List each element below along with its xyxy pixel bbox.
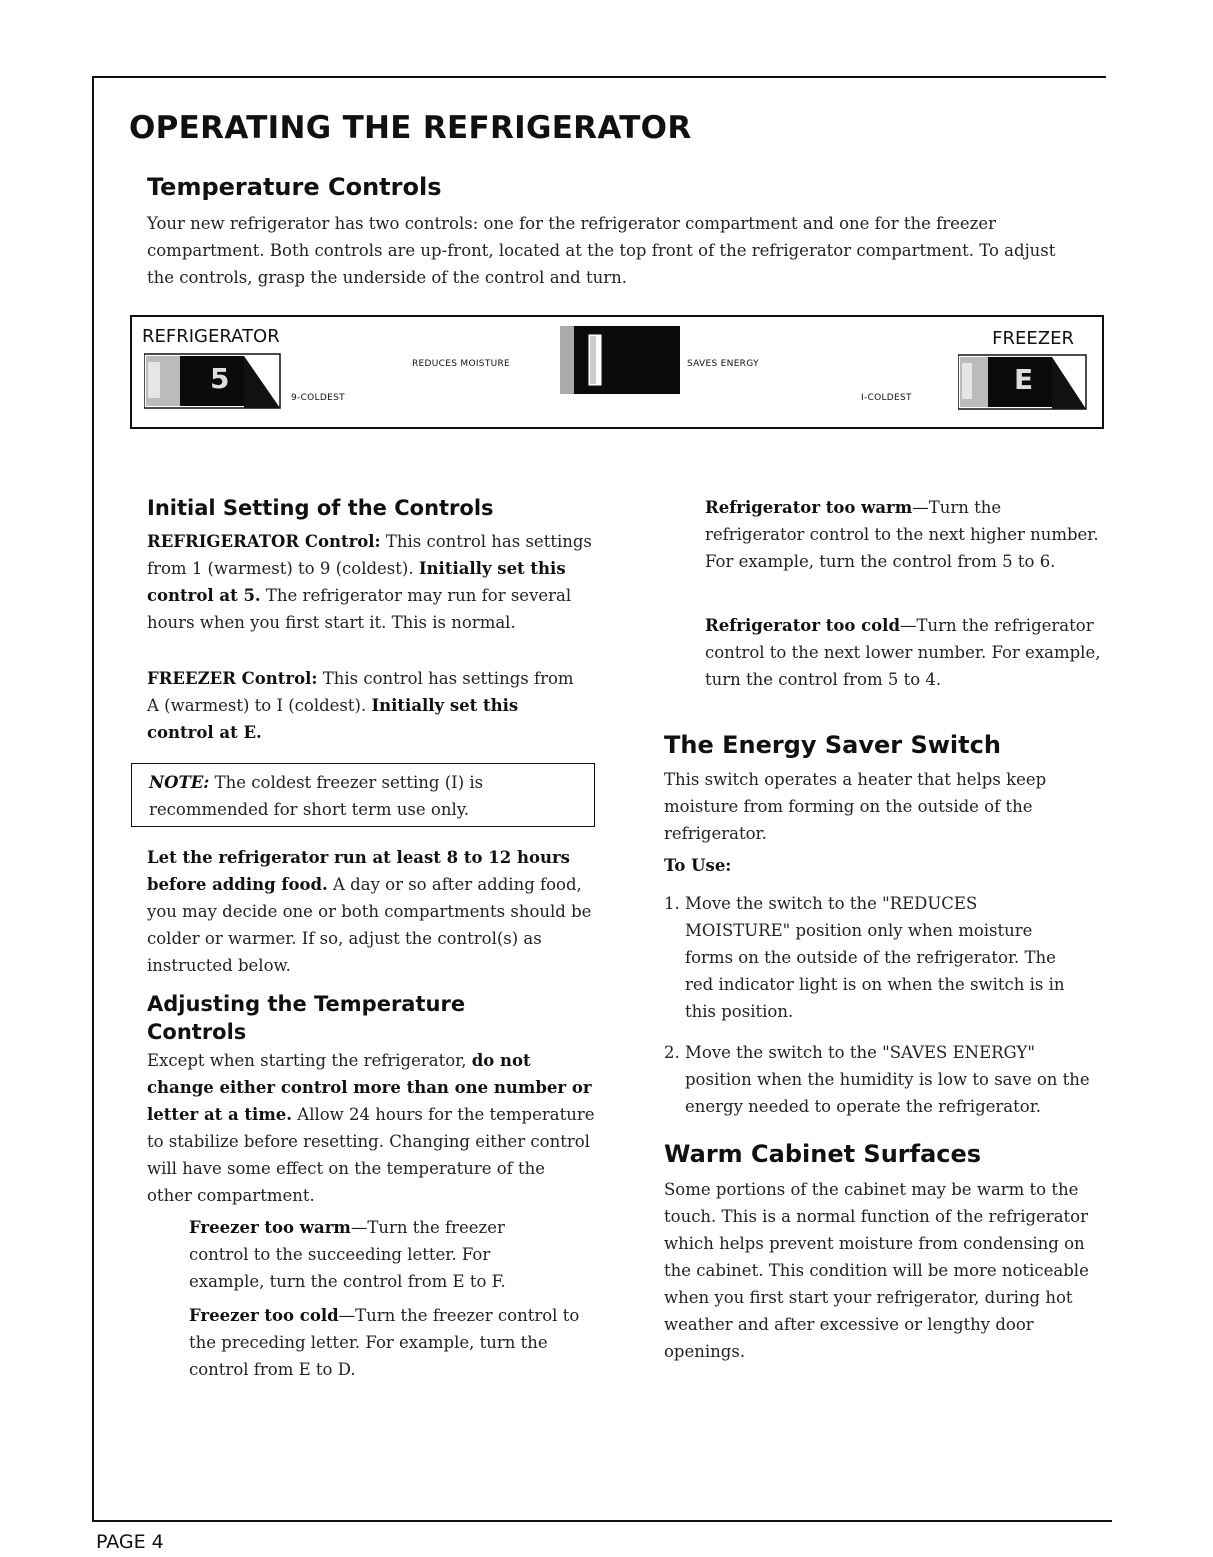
top-rule	[92, 76, 1106, 78]
note-box	[131, 763, 595, 827]
energy-step-2-text: Move the switch to the "SAVES ENERGY" position when the humidity is low to save on the energy needed to operate the refrigerator.	[685, 1043, 1090, 1116]
energy-step-2-number: 2.	[664, 1043, 680, 1062]
let-run-paragraph	[147, 844, 592, 979]
bottom-rule	[92, 1520, 1112, 1522]
refrigerator-control-text-2: The refrigerator may run for several hours when you first start it. This is normal.	[147, 586, 572, 632]
refrigerator-too-cold-lead: Refrigerator too cold	[705, 616, 900, 635]
initial-setting-heading: Initial Setting of the Controls	[147, 496, 494, 520]
freezer-too-warm	[189, 1214, 549, 1295]
refrigerator-control-text-1: This control has settings from 1 (warmest) to 9 (coldest).	[147, 532, 592, 578]
page-number: PAGE 4	[96, 1531, 164, 1553]
freezer-label: FREEZER	[992, 328, 1074, 349]
adjusting-text-2: Allow 24 hours for the temperature to stabilize before resetting. Changing either control will have some effect on the temperature of the other compartment.	[147, 1105, 595, 1205]
refrigerator-control-initial: Initially set this control at 5.	[147, 559, 566, 605]
energy-saver-switch[interactable]	[540, 326, 682, 398]
energy-step-1-number: 1.	[664, 894, 680, 913]
let-run-bold: Let the refrigerator run at least 8 to 12 hours before adding food.	[147, 848, 570, 894]
page-title: OPERATING THE REFRIGERATOR	[129, 110, 692, 146]
refrigerator-coldest-label: 9-COLDEST	[291, 393, 345, 403]
energy-switch-graphic	[540, 326, 682, 398]
refrigerator-too-warm-lead: Refrigerator too warm	[705, 498, 913, 517]
saves-energy-label: SAVES ENERGY	[687, 359, 759, 369]
temperature-controls-intro: Your new refrigerator has two controls: one for the refrigerator compartment and one for the freezer compartment. Both controls are up-front, located at the top front of the refrigerator compartment. To adjust the controls, grasp the underside of the control and turn.	[147, 214, 1056, 287]
refrigerator-label: REFRIGERATOR	[142, 326, 280, 347]
energy-saver-text: This switch operates a heater that helps keep moisture from forming on the outside of the refrigerator.	[664, 770, 1047, 843]
warm-cabinet-text: Some portions of the cabinet may be warm to the touch. This is a normal function of the refrigerator which helps prevent moisture from condensing on the cabinet. This condition will be more noticeable when you first start your refrigerator, during hot weather and after excessive or lengthy door openings.	[664, 1180, 1089, 1361]
temperature-controls-heading: Temperature Controls	[147, 173, 442, 201]
energy-step-1-text: Move the switch to the "REDUCES MOISTURE" position only when moisture forms on the outside of the refrigerator. The red indicator light is on when the switch is in this position.	[685, 894, 1065, 1021]
freezer-dial[interactable]	[958, 353, 1090, 411]
freezer-too-warm-lead: Freezer too warm	[189, 1218, 351, 1237]
let-run-text: A day or so after adding food, you may decide one or both compartments should be colder or warmer. If so, adjust the control(s) as instructed below.	[147, 875, 592, 975]
refrigerator-too-cold-text: —Turn the refrigerator control to the next lower number. For example, turn the control from 5 to 4.	[705, 616, 1101, 689]
to-use-label: To Use:	[664, 856, 732, 875]
refrigerator-dial-value: 5	[210, 362, 230, 395]
freezer-too-cold-lead: Freezer too cold	[189, 1306, 339, 1325]
refrigerator-too-cold	[705, 612, 1105, 693]
control-panel-diagram	[130, 315, 1104, 429]
left-rule	[92, 76, 94, 1522]
note-lead: NOTE:	[149, 773, 210, 792]
freezer-control-initial: Initially set this control at E.	[147, 696, 519, 742]
adjusting-text-1: Except when starting the refrigerator,	[147, 1051, 472, 1070]
freezer-too-cold	[189, 1302, 599, 1383]
energy-saver-heading: The Energy Saver Switch	[664, 731, 1001, 759]
energy-step-2	[664, 1039, 1104, 1120]
refrigerator-control-paragraph	[147, 528, 597, 636]
warm-cabinet-heading: Warm Cabinet Surfaces	[664, 1140, 982, 1168]
note-body: The coldest freezer setting (I) is recommended for short term use only.	[149, 773, 484, 819]
freezer-too-cold-text: —Turn the freezer control to the preceding letter. For example, turn the control from E to D.	[189, 1306, 580, 1379]
freezer-control-paragraph	[147, 665, 577, 746]
freezer-too-warm-text: —Turn the freezer control to the succeeding letter. For example, turn the control from E to F.	[189, 1218, 506, 1291]
refrigerator-too-warm	[705, 494, 1105, 575]
reduces-moisture-label: REDUCES MOISTURE	[412, 359, 511, 369]
freezer-coldest-label: I-COLDEST	[861, 393, 912, 403]
note-text	[149, 769, 549, 823]
adjusting-heading: Adjusting the Temperature Controls	[147, 992, 466, 1044]
refrigerator-control-lead: REFRIGERATOR Control:	[147, 532, 381, 551]
refrigerator-dial[interactable]	[144, 352, 284, 410]
freezer-control-text-1: This control has settings from A (warmest) to I (coldest).	[147, 669, 574, 715]
refrigerator-too-warm-text: —Turn the refrigerator control to the next higher number. For example, turn the control from 5 to 6.	[705, 498, 1099, 571]
energy-step-1	[664, 890, 1094, 1025]
adjusting-bold: do not change either control more than one number or letter at a time.	[147, 1051, 592, 1124]
freezer-dial-value: E	[1014, 363, 1034, 396]
freezer-control-lead: FREEZER Control:	[147, 669, 318, 688]
adjusting-paragraph	[147, 1047, 595, 1209]
